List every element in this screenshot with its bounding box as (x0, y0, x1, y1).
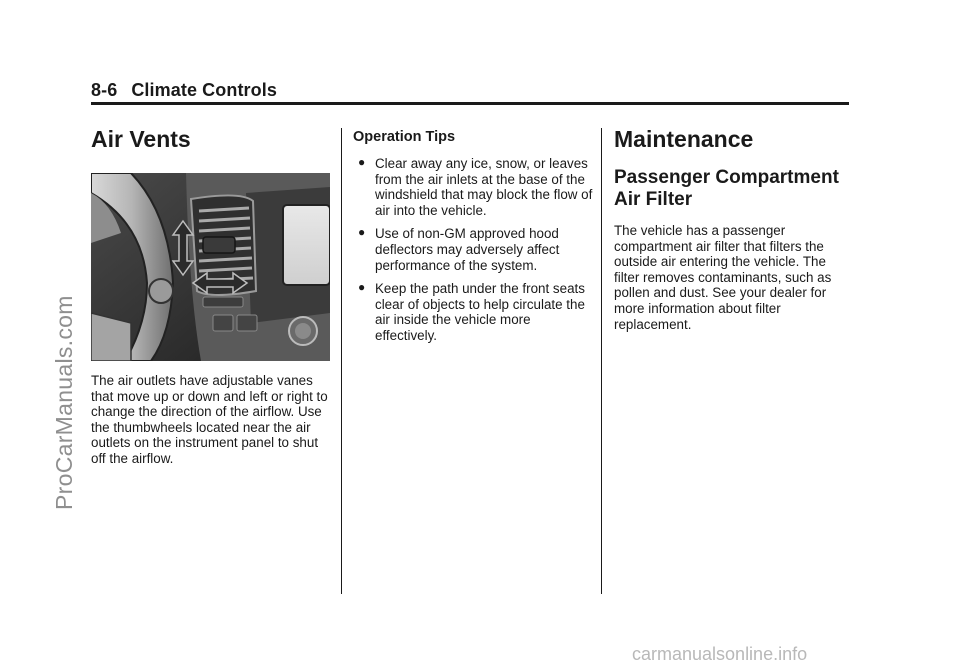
air-vents-caption (91, 373, 333, 467)
watermark-procarmanuals: ProCarManuals.com (51, 295, 77, 510)
list-item: ● Clear away any ice, snow, or leaves from the air inlets at the base of the windshield that may block the flow of air into the vehicle. (358, 155, 593, 218)
operation-tips-heading: Operation Tips (353, 129, 456, 145)
bullet-icon: ● (358, 280, 366, 295)
column-maintenance (614, 125, 854, 332)
header-text (91, 80, 849, 101)
header-rule (91, 102, 849, 105)
air-vent-adjustment-icon (91, 173, 330, 361)
operation-tips-list (353, 156, 593, 344)
air-vents-body: The air outlets have adjustable vanes that move up or down and left or right to change the direction of the airflow. Use the thumbwheels located near the air outlets on the instrument panel to shut off the airflow. (91, 373, 328, 466)
bullet-icon: ● (358, 155, 366, 169)
section-title: Climate Controls (131, 80, 277, 100)
column-divider-2 (601, 128, 602, 594)
filter-body: The vehicle has a passenger compartment air filter that filters the outside air entering the vehicle. The filter removes contaminants, such as pollen and dust. See your dealer for more information about filter replacement. (614, 223, 832, 332)
list-item: ● Keep the path under the front seats clear of objects to help circulate the air inside the vehicle more effectively. (358, 280, 585, 343)
column-air-vents (91, 125, 331, 153)
filter-subheading: Passenger Compartment Air Filter (614, 167, 839, 210)
air-vents-heading: Air Vents (91, 126, 191, 152)
page-header (91, 80, 849, 108)
column-operation-tips (353, 128, 593, 352)
list-item: ● Use of non-GM approved hood deflectors may adversely affect performance of the system. (358, 225, 560, 273)
maintenance-heading: Maintenance (614, 126, 754, 152)
column-divider-1 (341, 128, 342, 594)
watermark-carmanualsonline: carmanualsonline.info (632, 644, 808, 664)
page-number: 8-6 (91, 80, 118, 100)
bullet-icon: ● (358, 225, 366, 240)
air-vent-figure (91, 173, 330, 361)
